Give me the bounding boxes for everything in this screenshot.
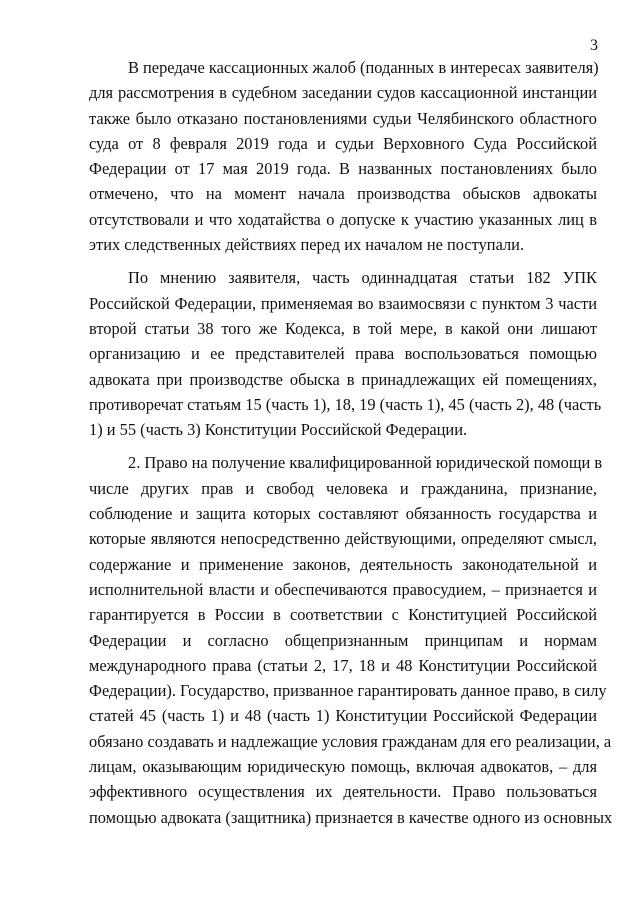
- body-text: [89, 55, 613, 830]
- text-line: адвоката при производстве обыска в принадлежащих ей помещениях,: [89, 369, 597, 389]
- text-line: второй статьи 38 того же Кодекса, в той мере, в какой они лишают: [89, 318, 597, 338]
- text-line: содержание и применение законов, деятельность законодательной и: [89, 554, 597, 574]
- text-line: лицам, оказывающим юридическую помощь, включая адвокатов, – для: [89, 757, 597, 777]
- text-line: В передаче кассационных жалоб (поданных в интересах заявителя): [128, 58, 599, 77]
- text-line: отсутствовали и что ходатайства о допуске к участию указанных лиц в: [89, 209, 597, 229]
- text-line: числе других прав и свобод человека и гражданина, признание,: [89, 478, 597, 498]
- text-line: суда от 8 февраля 2019 года и судьи Верховного Суда Российской: [89, 133, 597, 153]
- text-line: отмечено, что на момент начала производства обысков адвокаты: [89, 184, 597, 204]
- text-line: гарантируется в России в соответствии с Конституцией Российской: [89, 605, 597, 625]
- text-line: для рассмотрения в судебном заседании судов кассационной инстанции: [89, 83, 597, 103]
- text-line: Федерации от 17 мая 2019 года. В названных постановлениях было: [89, 159, 597, 179]
- paragraph-2: [89, 265, 602, 442]
- text-line: По мнению заявителя, часть одиннадцатая статьи 182 УПК: [128, 268, 597, 288]
- page-number: 3: [590, 37, 598, 54]
- text-line: международного права (статьи 2, 17, 18 и 48 Конституции Российской: [89, 655, 597, 675]
- paragraph-1: [89, 55, 597, 257]
- text-line: обязано создавать и надлежащие условия гражданам для его реализации, а: [89, 731, 612, 751]
- text-line: Федерации). Государство, призванное гарантировать данное право, в силу: [89, 681, 607, 701]
- text-line: соблюдение и защита которых составляют обязанность государства и: [89, 504, 597, 524]
- text-line: также было отказано постановлениями судьи Челябинского областного: [89, 108, 597, 128]
- text-line: эффективного осуществления их деятельности. Право пользоваться: [89, 782, 597, 802]
- text-line: 1) и 55 (часть 3) Конституции Российской Федерации.: [89, 420, 468, 440]
- text-line: противоречат статьям 15 (часть 1), 18, 19 (часть 1), 45 (часть 2), 48 (часть: [89, 394, 602, 414]
- text-line: помощью адвоката (защитника) признается в качестве одного из основных: [89, 807, 613, 827]
- text-line: 2. Право на получение квалифицированной юридической помощи в: [128, 453, 603, 473]
- text-line: которые являются непосредственно действующими, определяют смысл,: [89, 529, 597, 549]
- text-line: Федерации и согласно общепризнанным принципам и нормам: [89, 630, 597, 650]
- text-line: организацию и ее представителей права воспользоваться помощью: [89, 344, 597, 364]
- text-line: статей 45 (часть 1) и 48 (часть 1) Конституции Российской Федерации: [89, 706, 597, 726]
- text-line: этих следственных действиях перед их началом не поступали.: [89, 235, 525, 255]
- text-line: исполнительной власти и обеспечиваются правосудием, – признается и: [89, 579, 597, 599]
- paragraph-3: [89, 450, 613, 829]
- text-line: Российской Федерации, применяемая во взаимосвязи с пунктом 3 части: [89, 293, 597, 313]
